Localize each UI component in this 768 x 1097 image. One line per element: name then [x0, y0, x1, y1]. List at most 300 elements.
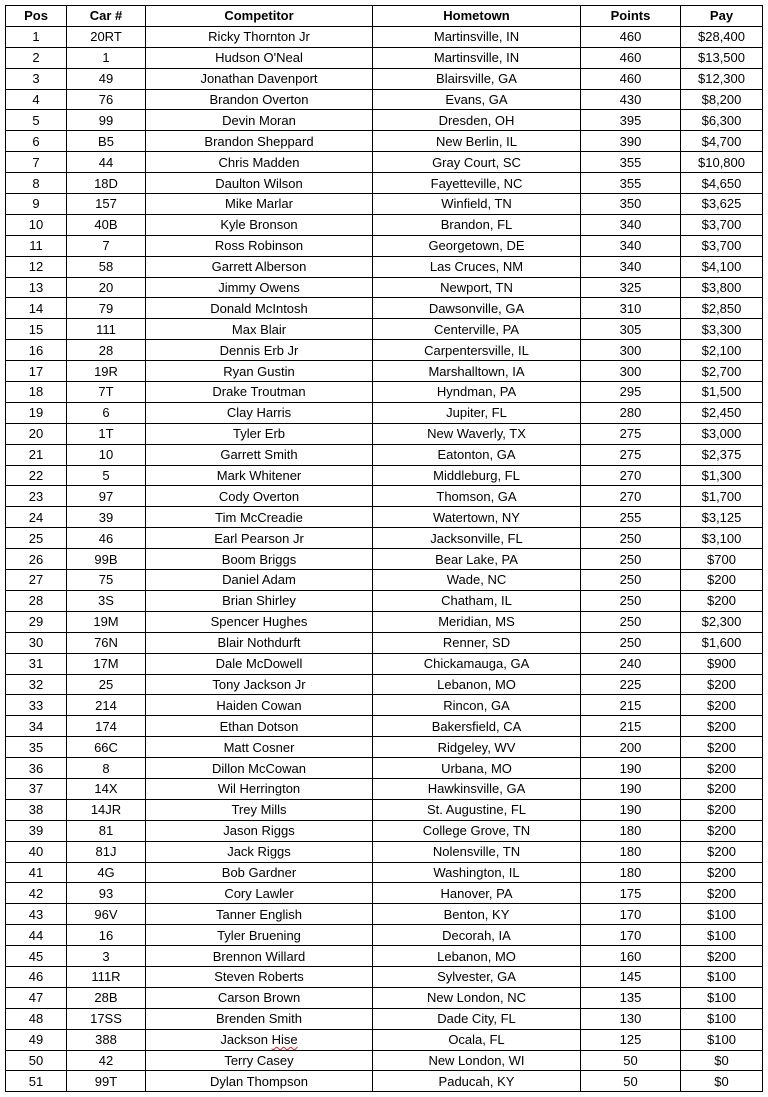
cell-car: 46: [67, 528, 146, 549]
cell-car: 18D: [67, 173, 146, 194]
cell-pay: $100: [681, 1029, 763, 1050]
results-table: [5, 5, 763, 1092]
cell-hometown: Centerville, PA: [373, 319, 581, 340]
cell-pay: $2,700: [681, 361, 763, 382]
cell-car: 19R: [67, 361, 146, 382]
cell-pay: $2,100: [681, 340, 763, 361]
table-row: [6, 89, 763, 110]
cell-pay: $200: [681, 737, 763, 758]
cell-competitor: Tony Jackson Jr: [146, 674, 373, 695]
cell-competitor: Dillon McCowan: [146, 758, 373, 779]
cell-pay: $100: [681, 987, 763, 1008]
cell-points: 200: [581, 737, 681, 758]
cell-points: 340: [581, 235, 681, 256]
cell-pos: 49: [6, 1029, 67, 1050]
table-row: [6, 340, 763, 361]
table-row: [6, 528, 763, 549]
cell-pay: $900: [681, 653, 763, 674]
cell-competitor: Mark Whitener: [146, 465, 373, 486]
cell-points: 135: [581, 987, 681, 1008]
cell-pos: 40: [6, 841, 67, 862]
cell-pay: $200: [681, 799, 763, 820]
table-row: [6, 778, 763, 799]
cell-hometown: Paducah, KY: [373, 1071, 581, 1092]
cell-car: 25: [67, 674, 146, 695]
cell-car: B5: [67, 131, 146, 152]
cell-pos: 44: [6, 925, 67, 946]
cell-car: 17SS: [67, 1008, 146, 1029]
cell-points: 275: [581, 444, 681, 465]
cell-pay: $100: [681, 904, 763, 925]
table-row: [6, 758, 763, 779]
cell-car: 28: [67, 340, 146, 361]
cell-hometown: Hawkinsville, GA: [373, 778, 581, 799]
cell-pay: $8,200: [681, 89, 763, 110]
cell-car: 76N: [67, 632, 146, 653]
cell-competitor: Garrett Alberson: [146, 256, 373, 277]
cell-car: 5: [67, 465, 146, 486]
cell-points: 340: [581, 256, 681, 277]
cell-car: 20RT: [67, 26, 146, 47]
cell-car: 16: [67, 925, 146, 946]
cell-pay: $200: [681, 695, 763, 716]
table-row: [6, 402, 763, 423]
cell-car: 8: [67, 758, 146, 779]
spellcheck-underlined-word: Hise: [271, 1032, 298, 1048]
cell-pos: 50: [6, 1050, 67, 1071]
cell-hometown: Brandon, FL: [373, 214, 581, 235]
cell-pay: $200: [681, 883, 763, 904]
cell-car: 79: [67, 298, 146, 319]
table-row: [6, 862, 763, 883]
cell-pos: 42: [6, 883, 67, 904]
cell-competitor: Kyle Bronson: [146, 214, 373, 235]
cell-car: 3: [67, 946, 146, 967]
cell-competitor: Daniel Adam: [146, 570, 373, 591]
cell-hometown: Decorah, IA: [373, 925, 581, 946]
cell-competitor: Tanner English: [146, 904, 373, 925]
cell-car: 58: [67, 256, 146, 277]
cell-competitor: Spencer Hughes: [146, 611, 373, 632]
cell-pay: $28,400: [681, 26, 763, 47]
cell-hometown: Meridian, MS: [373, 611, 581, 632]
cell-hometown: Ocala, FL: [373, 1029, 581, 1050]
cell-hometown: Evans, GA: [373, 89, 581, 110]
cell-points: 295: [581, 382, 681, 403]
cell-pos: 36: [6, 758, 67, 779]
cell-pos: 9: [6, 194, 67, 215]
cell-pos: 32: [6, 674, 67, 695]
table-row: [6, 1029, 763, 1050]
table-row: [6, 194, 763, 215]
table-row: [6, 173, 763, 194]
table-row: [6, 820, 763, 841]
cell-pos: 31: [6, 653, 67, 674]
cell-hometown: New London, WI: [373, 1050, 581, 1071]
cell-points: 175: [581, 883, 681, 904]
table-row: [6, 799, 763, 820]
cell-pay: $100: [681, 966, 763, 987]
table-row: [6, 382, 763, 403]
cell-points: 170: [581, 904, 681, 925]
cell-pos: 33: [6, 695, 67, 716]
cell-competitor: Trey Mills: [146, 799, 373, 820]
cell-car: 40B: [67, 214, 146, 235]
cell-car: 1T: [67, 423, 146, 444]
cell-points: 300: [581, 361, 681, 382]
cell-points: 300: [581, 340, 681, 361]
cell-hometown: Hanover, PA: [373, 883, 581, 904]
cell-points: 190: [581, 758, 681, 779]
cell-competitor: Drake Troutman: [146, 382, 373, 403]
cell-pay: $0: [681, 1071, 763, 1092]
table-row: [6, 611, 763, 632]
cell-hometown: Eatonton, GA: [373, 444, 581, 465]
cell-car: 49: [67, 68, 146, 89]
cell-competitor: Carson Brown: [146, 987, 373, 1008]
cell-car: 7T: [67, 382, 146, 403]
cell-points: 250: [581, 549, 681, 570]
cell-points: 215: [581, 695, 681, 716]
cell-pay: $200: [681, 758, 763, 779]
cell-car: 6: [67, 402, 146, 423]
cell-competitor: [146, 1029, 373, 1050]
cell-competitor: Brandon Sheppard: [146, 131, 373, 152]
cell-hometown: Georgetown, DE: [373, 235, 581, 256]
cell-hometown: Blairsville, GA: [373, 68, 581, 89]
cell-pay: $2,850: [681, 298, 763, 319]
table-row: [6, 904, 763, 925]
table-row: [6, 26, 763, 47]
cell-competitor: Steven Roberts: [146, 966, 373, 987]
cell-hometown: Martinsville, IN: [373, 26, 581, 47]
table-row: [6, 423, 763, 444]
cell-pay: $12,300: [681, 68, 763, 89]
cell-pos: 5: [6, 110, 67, 131]
cell-competitor: Terry Casey: [146, 1050, 373, 1071]
header-competitor: Competitor: [146, 6, 373, 27]
cell-pay: $100: [681, 925, 763, 946]
cell-competitor: Brennon Willard: [146, 946, 373, 967]
cell-hometown: Thomson, GA: [373, 486, 581, 507]
cell-hometown: Fayetteville, NC: [373, 173, 581, 194]
cell-car: 388: [67, 1029, 146, 1050]
cell-pos: 16: [6, 340, 67, 361]
cell-points: 280: [581, 402, 681, 423]
cell-hometown: Lebanon, MO: [373, 946, 581, 967]
cell-hometown: Wade, NC: [373, 570, 581, 591]
cell-competitor: Dylan Thompson: [146, 1071, 373, 1092]
cell-car: 96V: [67, 904, 146, 925]
cell-hometown: St. Augustine, FL: [373, 799, 581, 820]
cell-pay: $3,300: [681, 319, 763, 340]
cell-hometown: New London, NC: [373, 987, 581, 1008]
cell-points: 395: [581, 110, 681, 131]
cell-pay: $3,700: [681, 235, 763, 256]
cell-hometown: Carpentersville, IL: [373, 340, 581, 361]
table-row: [6, 1050, 763, 1071]
table-row: [6, 653, 763, 674]
table-row: [6, 465, 763, 486]
cell-car: 17M: [67, 653, 146, 674]
table-row: [6, 841, 763, 862]
cell-pay: $13,500: [681, 47, 763, 68]
cell-pos: 22: [6, 465, 67, 486]
cell-car: 81: [67, 820, 146, 841]
cell-pay: $200: [681, 862, 763, 883]
cell-pay: $200: [681, 674, 763, 695]
cell-points: 125: [581, 1029, 681, 1050]
cell-hometown: Urbana, MO: [373, 758, 581, 779]
cell-car: 4G: [67, 862, 146, 883]
cell-competitor: Bob Gardner: [146, 862, 373, 883]
cell-pos: 38: [6, 799, 67, 820]
cell-points: 460: [581, 47, 681, 68]
cell-hometown: Rincon, GA: [373, 695, 581, 716]
cell-pos: 3: [6, 68, 67, 89]
cell-pos: 30: [6, 632, 67, 653]
cell-pay: $4,100: [681, 256, 763, 277]
table-row: [6, 235, 763, 256]
cell-competitor: Tim McCreadie: [146, 507, 373, 528]
cell-hometown: Jupiter, FL: [373, 402, 581, 423]
cell-pay: $10,800: [681, 152, 763, 173]
cell-points: 275: [581, 423, 681, 444]
cell-competitor: Hudson O'Neal: [146, 47, 373, 68]
cell-pay: $3,125: [681, 507, 763, 528]
cell-points: 250: [581, 528, 681, 549]
table-row: [6, 987, 763, 1008]
table-row: [6, 716, 763, 737]
header-row: [6, 6, 763, 27]
cell-competitor: Earl Pearson Jr: [146, 528, 373, 549]
cell-car: 157: [67, 194, 146, 215]
competitor-first-name: Jackson: [220, 1032, 272, 1048]
cell-points: 430: [581, 89, 681, 110]
table-row: [6, 256, 763, 277]
cell-pay: $3,625: [681, 194, 763, 215]
cell-car: 111R: [67, 966, 146, 987]
cell-car: 3S: [67, 590, 146, 611]
cell-competitor: Wil Herrington: [146, 778, 373, 799]
cell-pos: 46: [6, 966, 67, 987]
cell-points: 130: [581, 1008, 681, 1029]
cell-points: 190: [581, 799, 681, 820]
cell-hometown: Martinsville, IN: [373, 47, 581, 68]
cell-pos: 27: [6, 570, 67, 591]
cell-pay: $1,700: [681, 486, 763, 507]
cell-pos: 19: [6, 402, 67, 423]
cell-points: 310: [581, 298, 681, 319]
cell-pos: 6: [6, 131, 67, 152]
cell-pos: 51: [6, 1071, 67, 1092]
cell-competitor: Dennis Erb Jr: [146, 340, 373, 361]
cell-pos: 29: [6, 611, 67, 632]
cell-competitor: Jack Riggs: [146, 841, 373, 862]
cell-car: 76: [67, 89, 146, 110]
cell-competitor: Ross Robinson: [146, 235, 373, 256]
cell-hometown: Ridgeley, WV: [373, 737, 581, 758]
table-row: [6, 946, 763, 967]
table-row: [6, 925, 763, 946]
cell-pos: 39: [6, 820, 67, 841]
cell-pos: 17: [6, 361, 67, 382]
table-row: [6, 1071, 763, 1092]
cell-hometown: Bear Lake, PA: [373, 549, 581, 570]
cell-competitor: Jonathan Davenport: [146, 68, 373, 89]
cell-car: 99B: [67, 549, 146, 570]
cell-points: 215: [581, 716, 681, 737]
cell-pos: 24: [6, 507, 67, 528]
cell-hometown: Dade City, FL: [373, 1008, 581, 1029]
cell-competitor: Brandon Overton: [146, 89, 373, 110]
cell-pos: 14: [6, 298, 67, 319]
cell-competitor: Chris Madden: [146, 152, 373, 173]
cell-pos: 23: [6, 486, 67, 507]
table-row: [6, 549, 763, 570]
cell-pay: $200: [681, 590, 763, 611]
cell-points: 170: [581, 925, 681, 946]
cell-pay: $4,650: [681, 173, 763, 194]
cell-points: 270: [581, 465, 681, 486]
cell-competitor: Tyler Bruening: [146, 925, 373, 946]
cell-pay: $2,450: [681, 402, 763, 423]
header-hometown: Hometown: [373, 6, 581, 27]
cell-points: 250: [581, 590, 681, 611]
cell-competitor: Tyler Erb: [146, 423, 373, 444]
cell-hometown: Lebanon, MO: [373, 674, 581, 695]
cell-pay: $100: [681, 1008, 763, 1029]
cell-competitor: Matt Cosner: [146, 737, 373, 758]
table-row: [6, 444, 763, 465]
cell-points: 250: [581, 611, 681, 632]
cell-pay: $200: [681, 570, 763, 591]
cell-points: 355: [581, 152, 681, 173]
cell-car: 39: [67, 507, 146, 528]
cell-car: 42: [67, 1050, 146, 1071]
table-row: [6, 47, 763, 68]
cell-hometown: Jacksonville, FL: [373, 528, 581, 549]
cell-pay: $1,300: [681, 465, 763, 486]
cell-car: 99T: [67, 1071, 146, 1092]
cell-hometown: Nolensville, TN: [373, 841, 581, 862]
cell-car: 81J: [67, 841, 146, 862]
cell-hometown: Newport, TN: [373, 277, 581, 298]
cell-points: 390: [581, 131, 681, 152]
cell-car: 174: [67, 716, 146, 737]
cell-competitor: Garrett Smith: [146, 444, 373, 465]
cell-pos: 45: [6, 946, 67, 967]
cell-competitor: Jason Riggs: [146, 820, 373, 841]
cell-competitor: Boom Briggs: [146, 549, 373, 570]
cell-car: 14X: [67, 778, 146, 799]
cell-points: 355: [581, 173, 681, 194]
table-row: [6, 507, 763, 528]
cell-car: 97: [67, 486, 146, 507]
table-row: [6, 883, 763, 904]
cell-hometown: Las Cruces, NM: [373, 256, 581, 277]
cell-hometown: Hyndman, PA: [373, 382, 581, 403]
cell-car: 10: [67, 444, 146, 465]
cell-pay: $3,100: [681, 528, 763, 549]
cell-pay: $200: [681, 820, 763, 841]
cell-points: 340: [581, 214, 681, 235]
table-row: [6, 152, 763, 173]
cell-hometown: Dawsonville, GA: [373, 298, 581, 319]
cell-pos: 18: [6, 382, 67, 403]
cell-car: 1: [67, 47, 146, 68]
cell-hometown: Chatham, IL: [373, 590, 581, 611]
cell-pay: $1,500: [681, 382, 763, 403]
cell-points: 325: [581, 277, 681, 298]
cell-points: 350: [581, 194, 681, 215]
cell-competitor: Ethan Dotson: [146, 716, 373, 737]
header-pos: Pos: [6, 6, 67, 27]
cell-pay: $2,375: [681, 444, 763, 465]
cell-hometown: Dresden, OH: [373, 110, 581, 131]
cell-points: 225: [581, 674, 681, 695]
cell-competitor: Brenden Smith: [146, 1008, 373, 1029]
header-car: Car #: [67, 6, 146, 27]
cell-car: 20: [67, 277, 146, 298]
cell-pos: 43: [6, 904, 67, 925]
cell-pay: $3,800: [681, 277, 763, 298]
cell-car: 7: [67, 235, 146, 256]
table-row: [6, 110, 763, 131]
cell-competitor: Donald McIntosh: [146, 298, 373, 319]
table-row: [6, 131, 763, 152]
cell-pos: 2: [6, 47, 67, 68]
cell-hometown: College Grove, TN: [373, 820, 581, 841]
cell-pos: 47: [6, 987, 67, 1008]
table-row: [6, 737, 763, 758]
cell-pos: 21: [6, 444, 67, 465]
table-row: [6, 486, 763, 507]
cell-car: 14JR: [67, 799, 146, 820]
table-row: [6, 68, 763, 89]
cell-pos: 26: [6, 549, 67, 570]
cell-pay: $200: [681, 778, 763, 799]
cell-car: 99: [67, 110, 146, 131]
cell-competitor: Cody Overton: [146, 486, 373, 507]
cell-pay: $2,300: [681, 611, 763, 632]
cell-hometown: Renner, SD: [373, 632, 581, 653]
cell-points: 250: [581, 570, 681, 591]
cell-car: 214: [67, 695, 146, 716]
cell-car: 28B: [67, 987, 146, 1008]
cell-pay: $1,600: [681, 632, 763, 653]
cell-pay: $3,700: [681, 214, 763, 235]
cell-competitor: Daulton Wilson: [146, 173, 373, 194]
cell-pay: $200: [681, 716, 763, 737]
cell-car: 111: [67, 319, 146, 340]
cell-hometown: New Berlin, IL: [373, 131, 581, 152]
cell-pos: 34: [6, 716, 67, 737]
cell-pay: $0: [681, 1050, 763, 1071]
cell-pos: 7: [6, 152, 67, 173]
cell-pos: 25: [6, 528, 67, 549]
cell-pos: 48: [6, 1008, 67, 1029]
cell-competitor: Jimmy Owens: [146, 277, 373, 298]
cell-points: 180: [581, 841, 681, 862]
cell-pay: $700: [681, 549, 763, 570]
cell-points: 240: [581, 653, 681, 674]
table-row: [6, 361, 763, 382]
cell-competitor: Dale McDowell: [146, 653, 373, 674]
cell-points: 50: [581, 1050, 681, 1071]
cell-pos: 28: [6, 590, 67, 611]
table-row: [6, 966, 763, 987]
